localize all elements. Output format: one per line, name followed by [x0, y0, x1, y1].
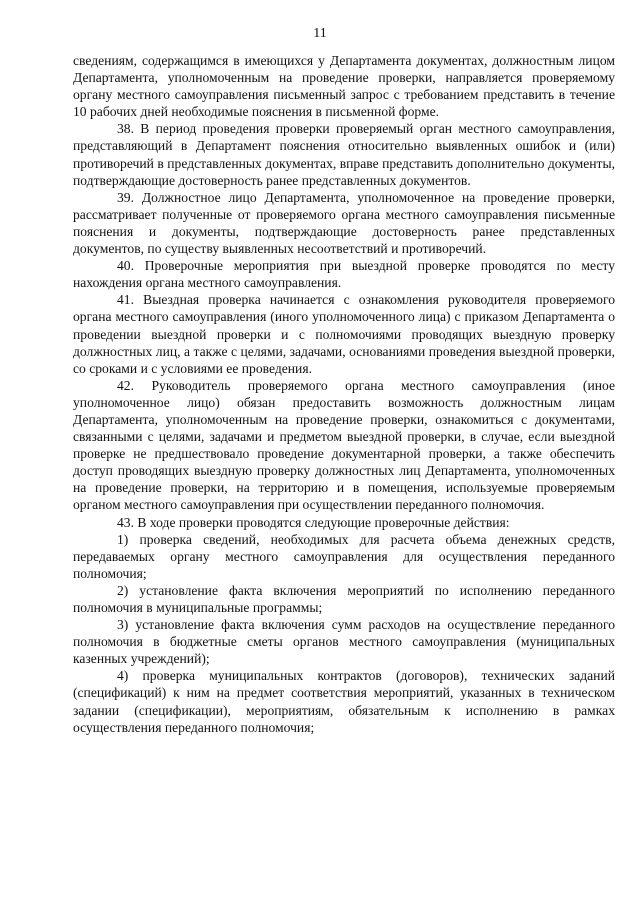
paragraph: 39. Должностное лицо Департамента, уполномоченное на проведение проверки, рассматривает полученные от проверяемого органа местного самоуправления письменные пояснения и документы, подтверждающие достоверность ранее представленных документов, по существу выявленных несоответствий и противоречий.	[73, 189, 615, 257]
paragraph: 42. Руководитель проверяемого органа местного самоуправления (иное уполномоченное лицо) обязан предоставить возможность должностным лицам Департамента, уполномоченным на проведение проверки, ознакомиться с документами, связанными с целями, задачами и предметом выездной проверки, в случае, если выездной проверке не предшествовало проведение документарной проверки, а также обеспечить доступ проводящих выездную проверку должностных лиц Департамента, уполномоченных на проведение проверки, на территорию и в помещения, используемые проверяемым органом местного самоуправления при осуществлении переданного полномочия.	[73, 377, 615, 513]
paragraph: 41. Выездная проверка начинается с ознакомления руководителя проверяемого органа местного самоуправления (иного уполномоченного лица) с приказом Департамента о проведении выездной проверки и с полномочиями проводящих выездную проверку должностных лиц, а также с целями, задачами, основаниями проведения выездной проверки, со сроками и с условиями ее проведения.	[73, 292, 615, 376]
paragraph: сведениям, содержащимся в имеющихся у Департамента документах, должностным лицом Департамента, уполномоченным на проведение проверки, направляется проверяемому органу местного самоуправления письменный запрос с требованием представить в течение 10 рабочих дней необходимые пояснения в письменной форме.	[73, 53, 615, 120]
paragraph: 38. В период проведения проверки проверяемый орган местного самоуправления, представляющий в Департамент пояснения относительно выявленных ошибок и (или) противоречий в представленных документах, вправе представить дополнительно документы, подтверждающие достоверность ранее представленных документов.	[73, 121, 615, 188]
paragraph: 40. Проверочные мероприятия при выездной проверке проводятся по месту нахождения органа местного самоуправления.	[73, 258, 615, 291]
document-body	[73, 52, 615, 736]
list-item: 4) проверка муниципальных контрактов (договоров), технических заданий (спецификаций) к ним на предмет соответствия мероприятий, указанных в техническом задании (спецификации), мероприятиям, обязательным к исполнению в рамках осуществления переданного полномочия;	[73, 668, 615, 735]
paragraph: 43. В ходе проверки проводятся следующие проверочные действия:	[117, 514, 510, 530]
list-item: 2) установление факта включения мероприятий по исполнению переданного полномочия в муниципальные программы;	[73, 582, 615, 615]
page-number: 11	[313, 26, 327, 41]
list-item: 1) проверка сведений, необходимых для расчета объема денежных средств, передаваемых органу местного самоуправления для осуществления переданного полномочия;	[73, 531, 615, 581]
list-item: 3) установление факта включения сумм расходов на осуществление переданного полномочия в бюджетные сметы органов местного самоуправления (муниципальных казенных учреждений);	[73, 617, 615, 667]
